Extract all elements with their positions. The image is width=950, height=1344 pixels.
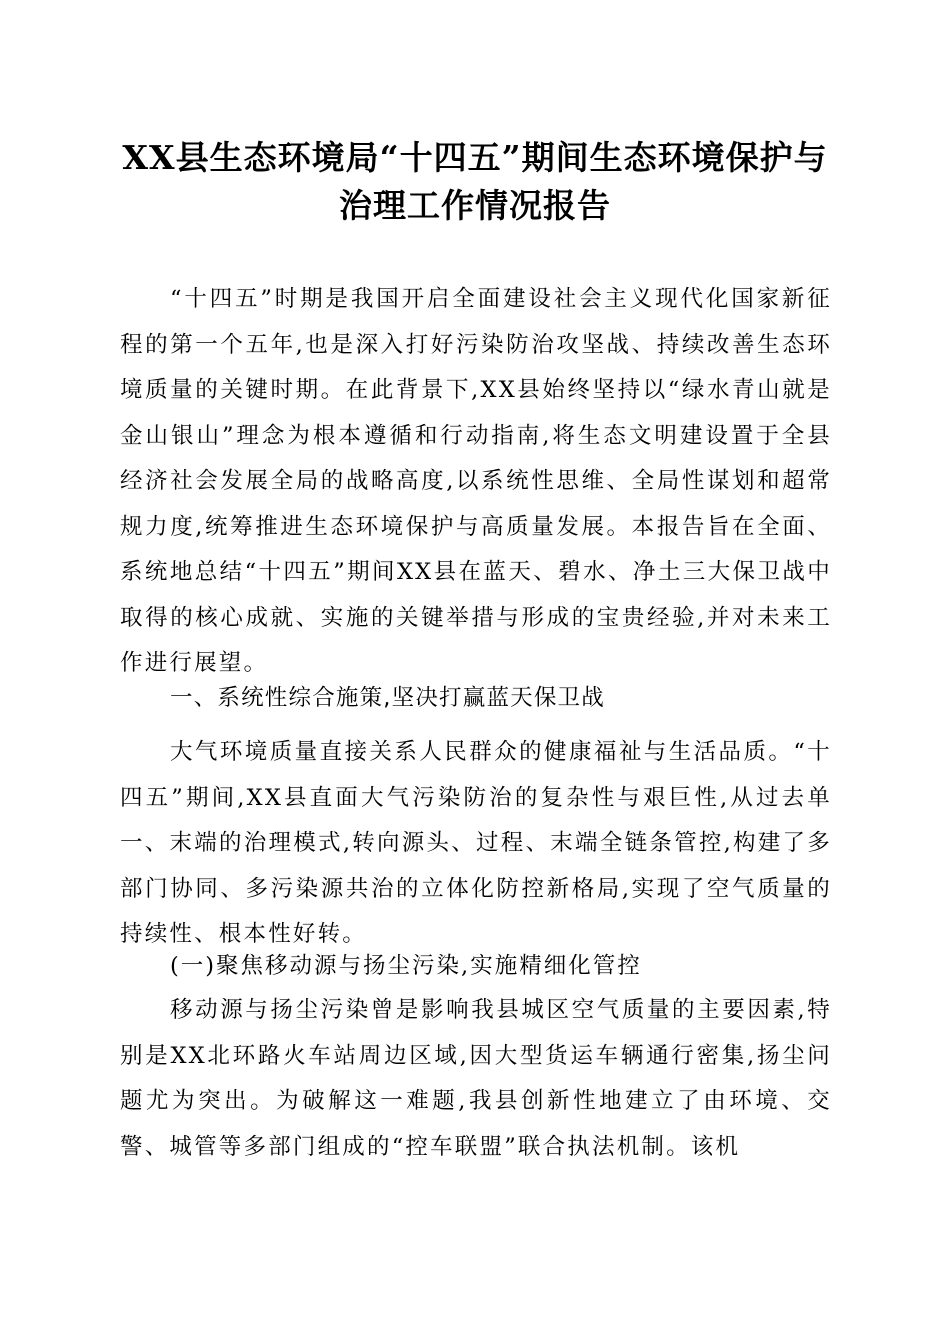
section-paragraph-air-quality: 大气环境质量直接关系人民群众的健康福祉与生活品质。“十四五”期间,XX县直面大气污染防治的复杂性与艰巨性,从过去单一、末端的治理模式,转向源头、过程、末端全链条管控,构建了多部门协同、多污染源共治的立体化防控新格局,实现了空气质量的持续性、根本性好转。 (120, 739, 832, 947)
intro-paragraph: “十四五”时期是我国开启全面建设社会主义现代化国家新征程的第一个五年,也是深入打好污染防治攻坚战、持续改善生态环境质量的关键时期。在此背景下,XX县始终坚持以“绿水青山就是金山银山”理念为根本遵循和行动指南,将生态文明建设置于全县经济社会发展全局的战略高度,以系统性思维、全局性谋划和超常规力度,统筹推进生态环境保护与高质量发展。本报告旨在全面、系统地总结“十四五”期间XX县在蓝天、碧水、净土三大保卫战中取得的核心成就、实施的关键举措与形成的宝贵经验,并对未来工作进行展望。 (120, 286, 832, 676)
document-title: XX县生态环境局“十四五”期间生态环境保护与治理工作情况报告 (122, 138, 828, 225)
subsection-heading-mobile-source: (一)聚焦移动源与扬尘污染,实施精细化管控 (170, 953, 642, 979)
subsection-paragraph-dust-control: 移动源与扬尘污染曾是影响我县城区空气质量的主要因素,特别是XX北环路火车站周边区域,因大型货运车辆通行密集,扬尘问题尤为突出。为破解这一难题,我县创新性地建立了由环境、交警、城管等多部门组成的“控车联盟”联合执法机制。该机 (120, 997, 832, 1160)
section-heading-blue-sky: 一、系统性综合施策,坚决打赢蓝天保卫战 (170, 685, 605, 711)
